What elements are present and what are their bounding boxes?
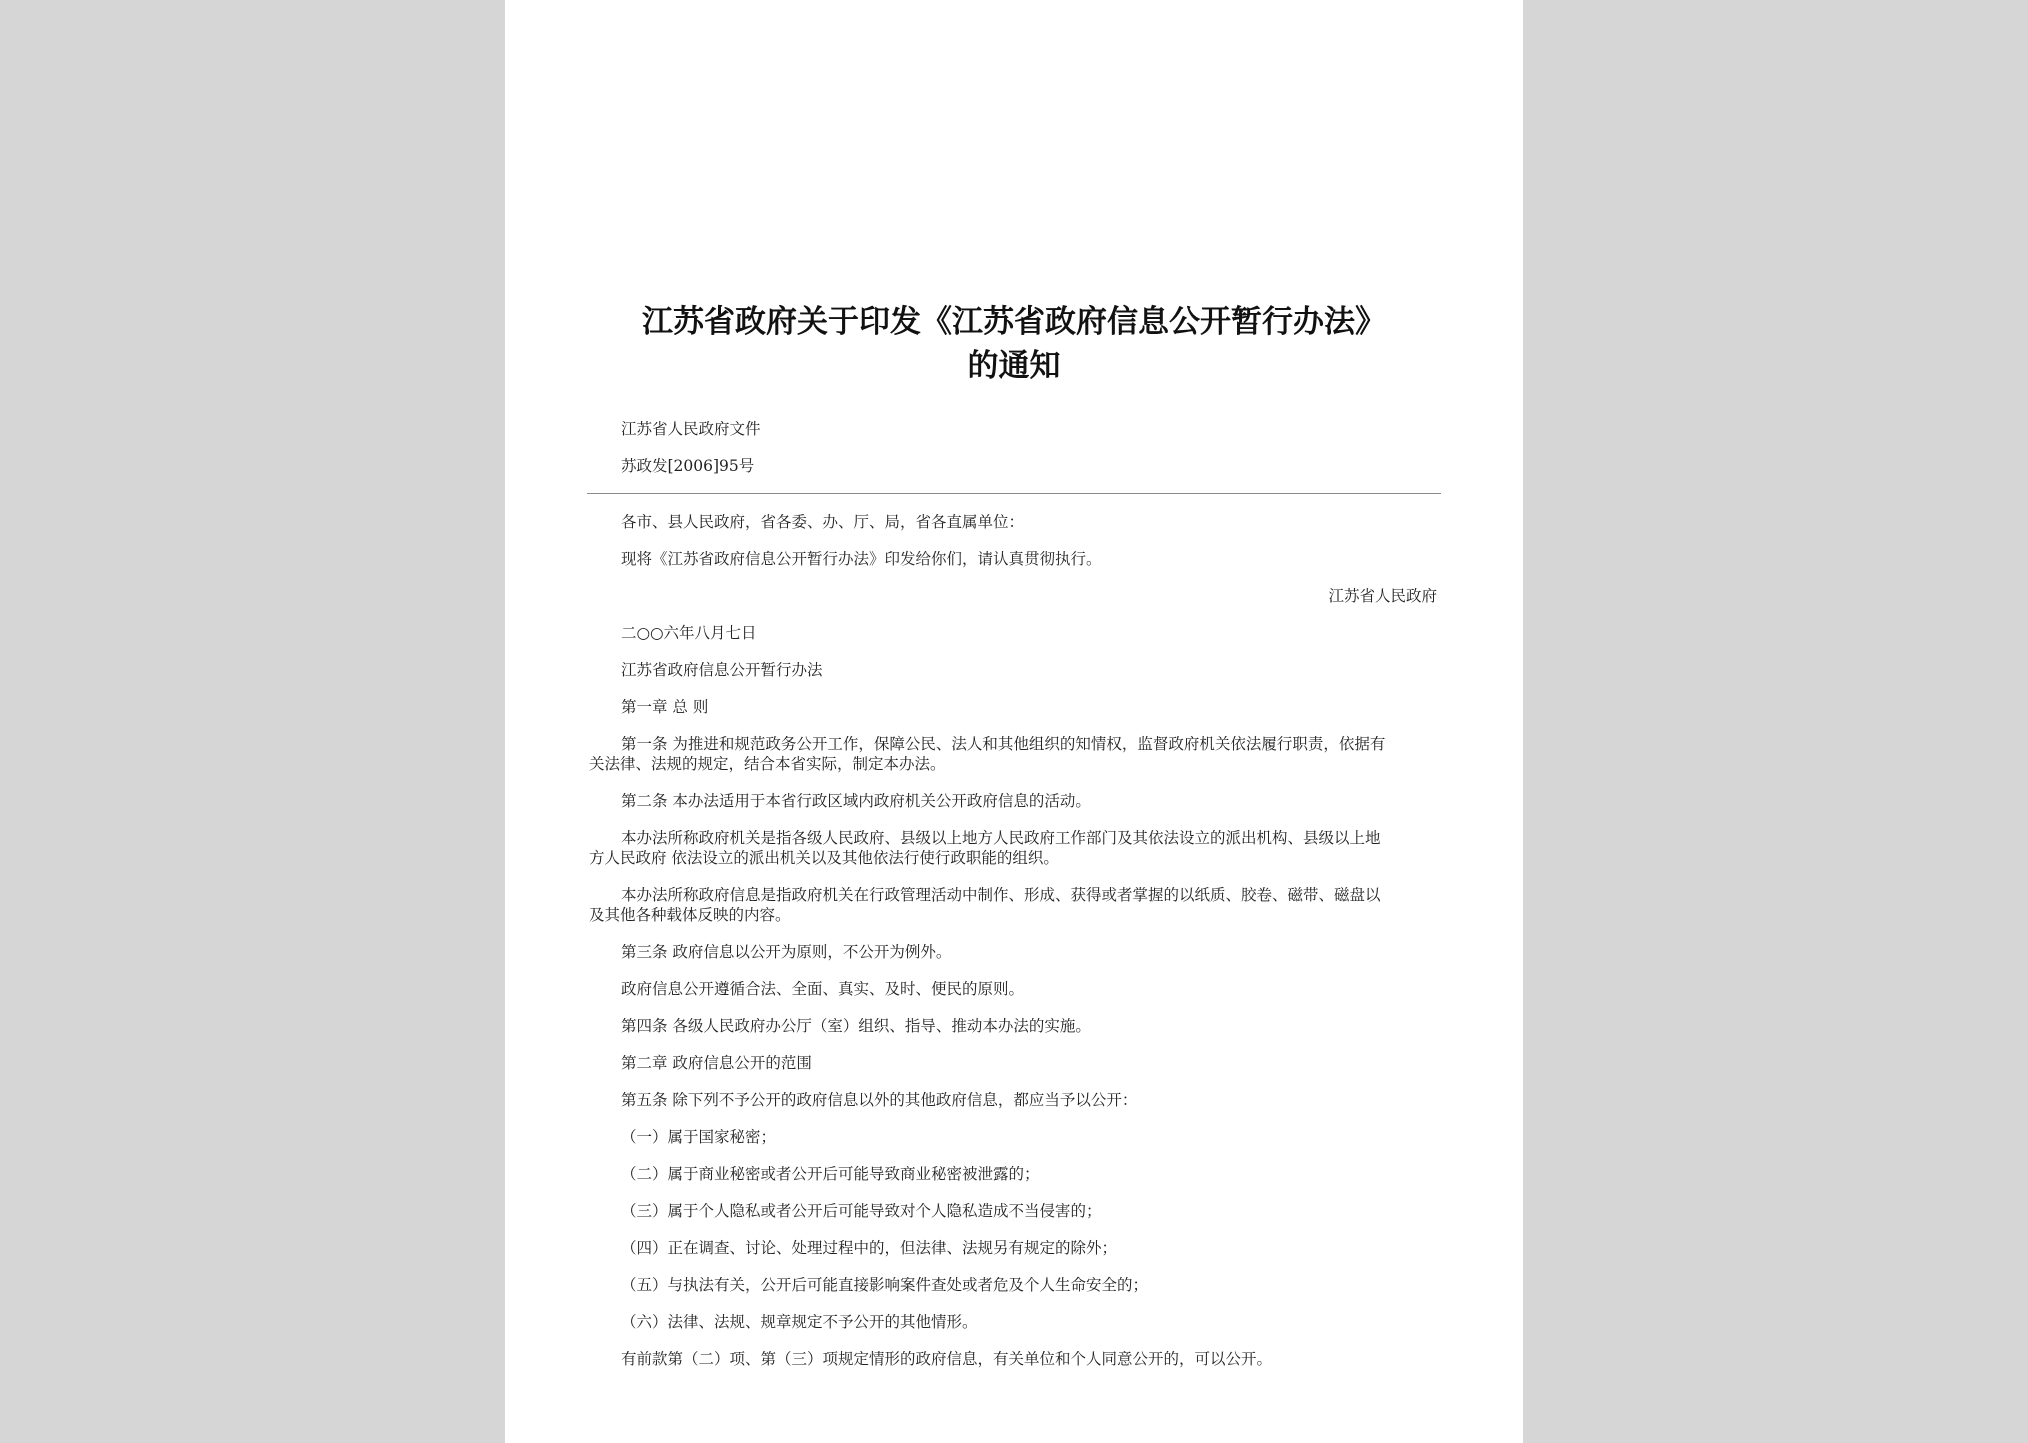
article-1-line-2: 关法律、法规的规定，结合本省实际，制定本办法。: [589, 755, 946, 773]
addressee-line: 各市、县人民政府，省各委、办、厅、局，省各直属单位：: [621, 513, 1025, 531]
article-1-line-1: 第一条 为推进和规范政务公开工作，保障公民、法人和其他组织的知情权，监督政府机关依法履行职责，依据有: [621, 735, 1386, 753]
chapter-2-heading: 第二章 政府信息公开的范围: [621, 1054, 812, 1072]
list-item-4: （四）正在调查、讨论、处理过程中的，但法律、法规另有规定的除外；: [621, 1239, 1118, 1257]
document-page: [505, 0, 1523, 1443]
signature-line: 江苏省人民政府: [1328, 587, 1437, 605]
definition-1-line-1: 本办法所称政府机关是指各级人民政府、县级以上地方人民政府工作部门及其依法设立的派出机构、县级以上地: [621, 829, 1381, 847]
list-item-5: （五）与执法有关，公开后可能直接影响案件查处或者危及个人生命安全的；: [621, 1276, 1149, 1294]
list-item-3: （三）属于个人隐私或者公开后可能导致对个人隐私造成不当侵害的；: [621, 1202, 1102, 1220]
article-2: 第二条 本办法适用于本省行政区域内政府机关公开政府信息的活动。: [621, 792, 1091, 810]
measures-title: 江苏省政府信息公开暂行办法: [621, 661, 823, 679]
chapter-1-heading: 第一章 总 则: [621, 698, 709, 716]
document-title-line-2: 的通知: [967, 348, 1061, 384]
article-3: 第三条 政府信息以公开为原则，不公开为例外。: [621, 943, 952, 961]
notice-line: 现将《江苏省政府信息公开暂行办法》印发给你们，请认真贯彻执行。: [621, 550, 1102, 568]
list-item-1: （一）属于国家秘密；: [621, 1128, 777, 1146]
definition-1-line-2: 方人民政府 依法设立的派出机关以及其他依法行使行政职能的组织。: [589, 849, 1059, 867]
article-5: 第五条 除下列不予公开的政府信息以外的其他政府信息，都应当予以公开：: [621, 1091, 1138, 1109]
final-paragraph: 有前款第（二）项、第（三）项规定情形的政府信息，有关单位和个人同意公开的，可以公开。: [621, 1350, 1273, 1368]
issuer-label: 江苏省人民政府文件: [621, 420, 761, 438]
principle-line: 政府信息公开遵循合法、全面、真实、及时、便民的原则。: [621, 980, 1025, 998]
article-4: 第四条 各级人民政府办公厅（室）组织、指导、推动本办法的实施。: [621, 1017, 1091, 1035]
definition-2-line-1: 本办法所称政府信息是指政府机关在行政管理活动中制作、形成、获得或者掌握的以纸质、胶卷、磁带、磁盘以: [621, 886, 1381, 904]
document-number: 苏政发[2006]95号: [621, 457, 755, 475]
document-title-line-1: 江苏省政府关于印发《江苏省政府信息公开暂行办法》: [642, 304, 1386, 340]
header-divider: [587, 493, 1441, 494]
list-item-2: （二）属于商业秘密或者公开后可能导致商业秘密被泄露的；: [621, 1165, 1040, 1183]
definition-2-line-2: 及其他各种载体反映的内容。: [589, 906, 791, 924]
date-line: 二○○六年八月七日: [621, 624, 757, 642]
list-item-6: （六）法律、法规、规章规定不予公开的其他情形。: [621, 1313, 978, 1331]
